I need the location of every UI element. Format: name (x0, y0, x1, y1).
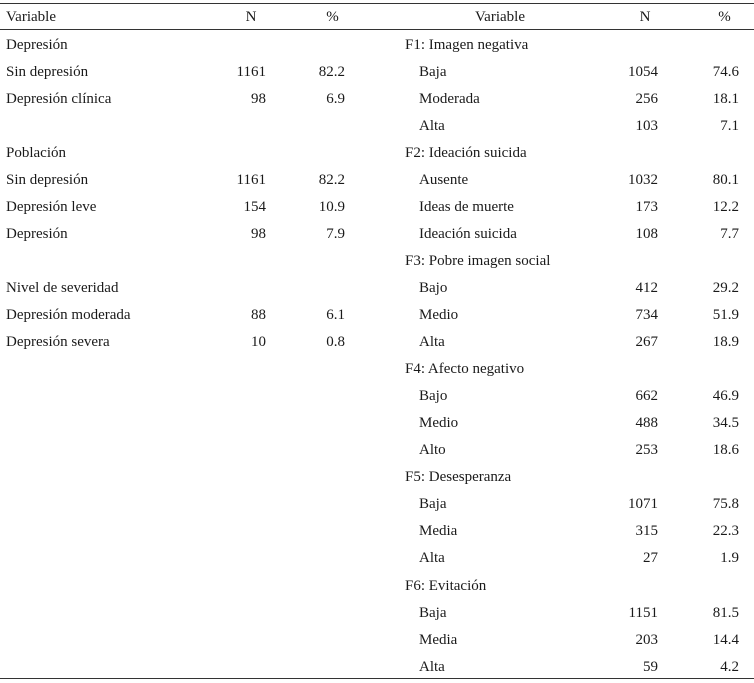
row-n: 662 (635, 388, 658, 404)
row-n: 203 (635, 632, 658, 648)
row-pct: 6.1 (326, 307, 345, 323)
row-pct: 51.9 (712, 307, 739, 323)
row-pct: 18.9 (712, 334, 739, 350)
row-n: 173 (635, 199, 658, 215)
header-pct-right: % (718, 9, 731, 25)
group-heading: Depresión (6, 37, 68, 53)
row-n: 734 (635, 307, 658, 323)
row-n: 256 (635, 91, 658, 107)
row-n: 267 (635, 334, 658, 350)
row-label: Moderada (419, 91, 480, 107)
factor-heading: F4: Afecto negativo (405, 361, 525, 377)
factor-heading: F3: Pobre imagen social (405, 253, 551, 269)
row-label: Depresión (6, 226, 68, 242)
row-label: Bajo (419, 388, 448, 404)
row-n: 59 (643, 659, 658, 675)
row-pct: 14.4 (712, 632, 739, 648)
row-n: 98 (251, 91, 266, 107)
row-label: Media (419, 632, 458, 648)
row-label: Depresión severa (6, 334, 110, 350)
row-label: Depresión moderada (6, 307, 131, 323)
row-pct: 75.8 (712, 496, 739, 512)
row-pct: 6.9 (326, 91, 345, 107)
row-label: Alta (419, 118, 445, 134)
row-pct: 4.2 (720, 659, 739, 675)
row-n: 10 (251, 334, 266, 350)
row-pct: 46.9 (712, 388, 739, 404)
row-n: 1151 (628, 605, 658, 621)
row-pct: 12.2 (712, 199, 739, 215)
row-label: Depresión leve (6, 199, 97, 215)
row-pct: 18.6 (712, 442, 739, 458)
factor-heading: F2: Ideación suicida (405, 145, 527, 161)
group-heading: Población (6, 145, 66, 161)
bottom-rule (0, 678, 754, 679)
row-pct: 0.8 (326, 334, 345, 350)
row-n: 1161 (236, 172, 266, 188)
group-heading: Nivel de severidad (6, 280, 119, 296)
row-n: 108 (635, 226, 658, 242)
row-pct: 7.1 (720, 118, 739, 134)
row-label: Alta (419, 334, 445, 350)
row-pct: 74.6 (712, 64, 739, 80)
row-n: 98 (251, 226, 266, 242)
factor-heading: F6: Evitación (405, 578, 487, 594)
row-label: Depresión clínica (6, 91, 112, 107)
row-pct: 29.2 (712, 280, 739, 296)
row-n: 154 (243, 199, 266, 215)
row-label: Sin depresión (6, 172, 89, 188)
top-rule (0, 3, 754, 4)
row-label: Alto (419, 442, 446, 458)
row-n: 1054 (628, 64, 658, 80)
row-n: 1071 (628, 496, 658, 512)
row-label: Sin depresión (6, 64, 89, 80)
row-label: Media (419, 523, 458, 539)
row-pct: 34.5 (712, 415, 739, 431)
row-pct: 7.7 (720, 226, 739, 242)
row-pct: 80.1 (712, 172, 739, 188)
row-n: 103 (635, 118, 658, 134)
row-label: Medio (419, 307, 459, 323)
row-pct: 18.1 (712, 91, 739, 107)
row-pct: 1.9 (720, 550, 739, 566)
row-pct: 7.9 (326, 226, 345, 242)
row-n: 315 (635, 523, 658, 539)
row-pct: 81.5 (712, 605, 739, 621)
header-pct-left: % (326, 9, 339, 25)
header-variable-right: Variable (475, 9, 525, 25)
row-label: Ausente (419, 172, 469, 188)
row-pct: 82.2 (318, 64, 345, 80)
row-n: 1032 (628, 172, 658, 188)
row-label: Medio (419, 415, 459, 431)
row-n: 88 (251, 307, 266, 323)
factor-heading: F1: Imagen negativa (405, 37, 529, 53)
row-n: 488 (635, 415, 658, 431)
row-n: 1161 (236, 64, 266, 80)
row-label: Alta (419, 550, 445, 566)
row-pct: 82.2 (318, 172, 345, 188)
row-label: Baja (419, 496, 447, 512)
row-label: Baja (419, 64, 447, 80)
row-label: Alta (419, 659, 445, 675)
factor-heading: F5: Desesperanza (405, 469, 512, 485)
row-label: Ideas de muerte (419, 199, 514, 215)
row-pct: 22.3 (712, 523, 739, 539)
row-label: Baja (419, 605, 447, 621)
row-n: 412 (635, 280, 658, 296)
header-variable-left: Variable (6, 9, 56, 25)
header-rule (0, 29, 754, 30)
header-n-left: N (245, 9, 257, 25)
row-n: 253 (635, 442, 658, 458)
row-label: Bajo (419, 280, 448, 296)
row-label: Ideación suicida (419, 226, 517, 242)
row-n: 27 (643, 550, 658, 566)
row-pct: 10.9 (318, 199, 345, 215)
header-n-right: N (639, 9, 651, 25)
